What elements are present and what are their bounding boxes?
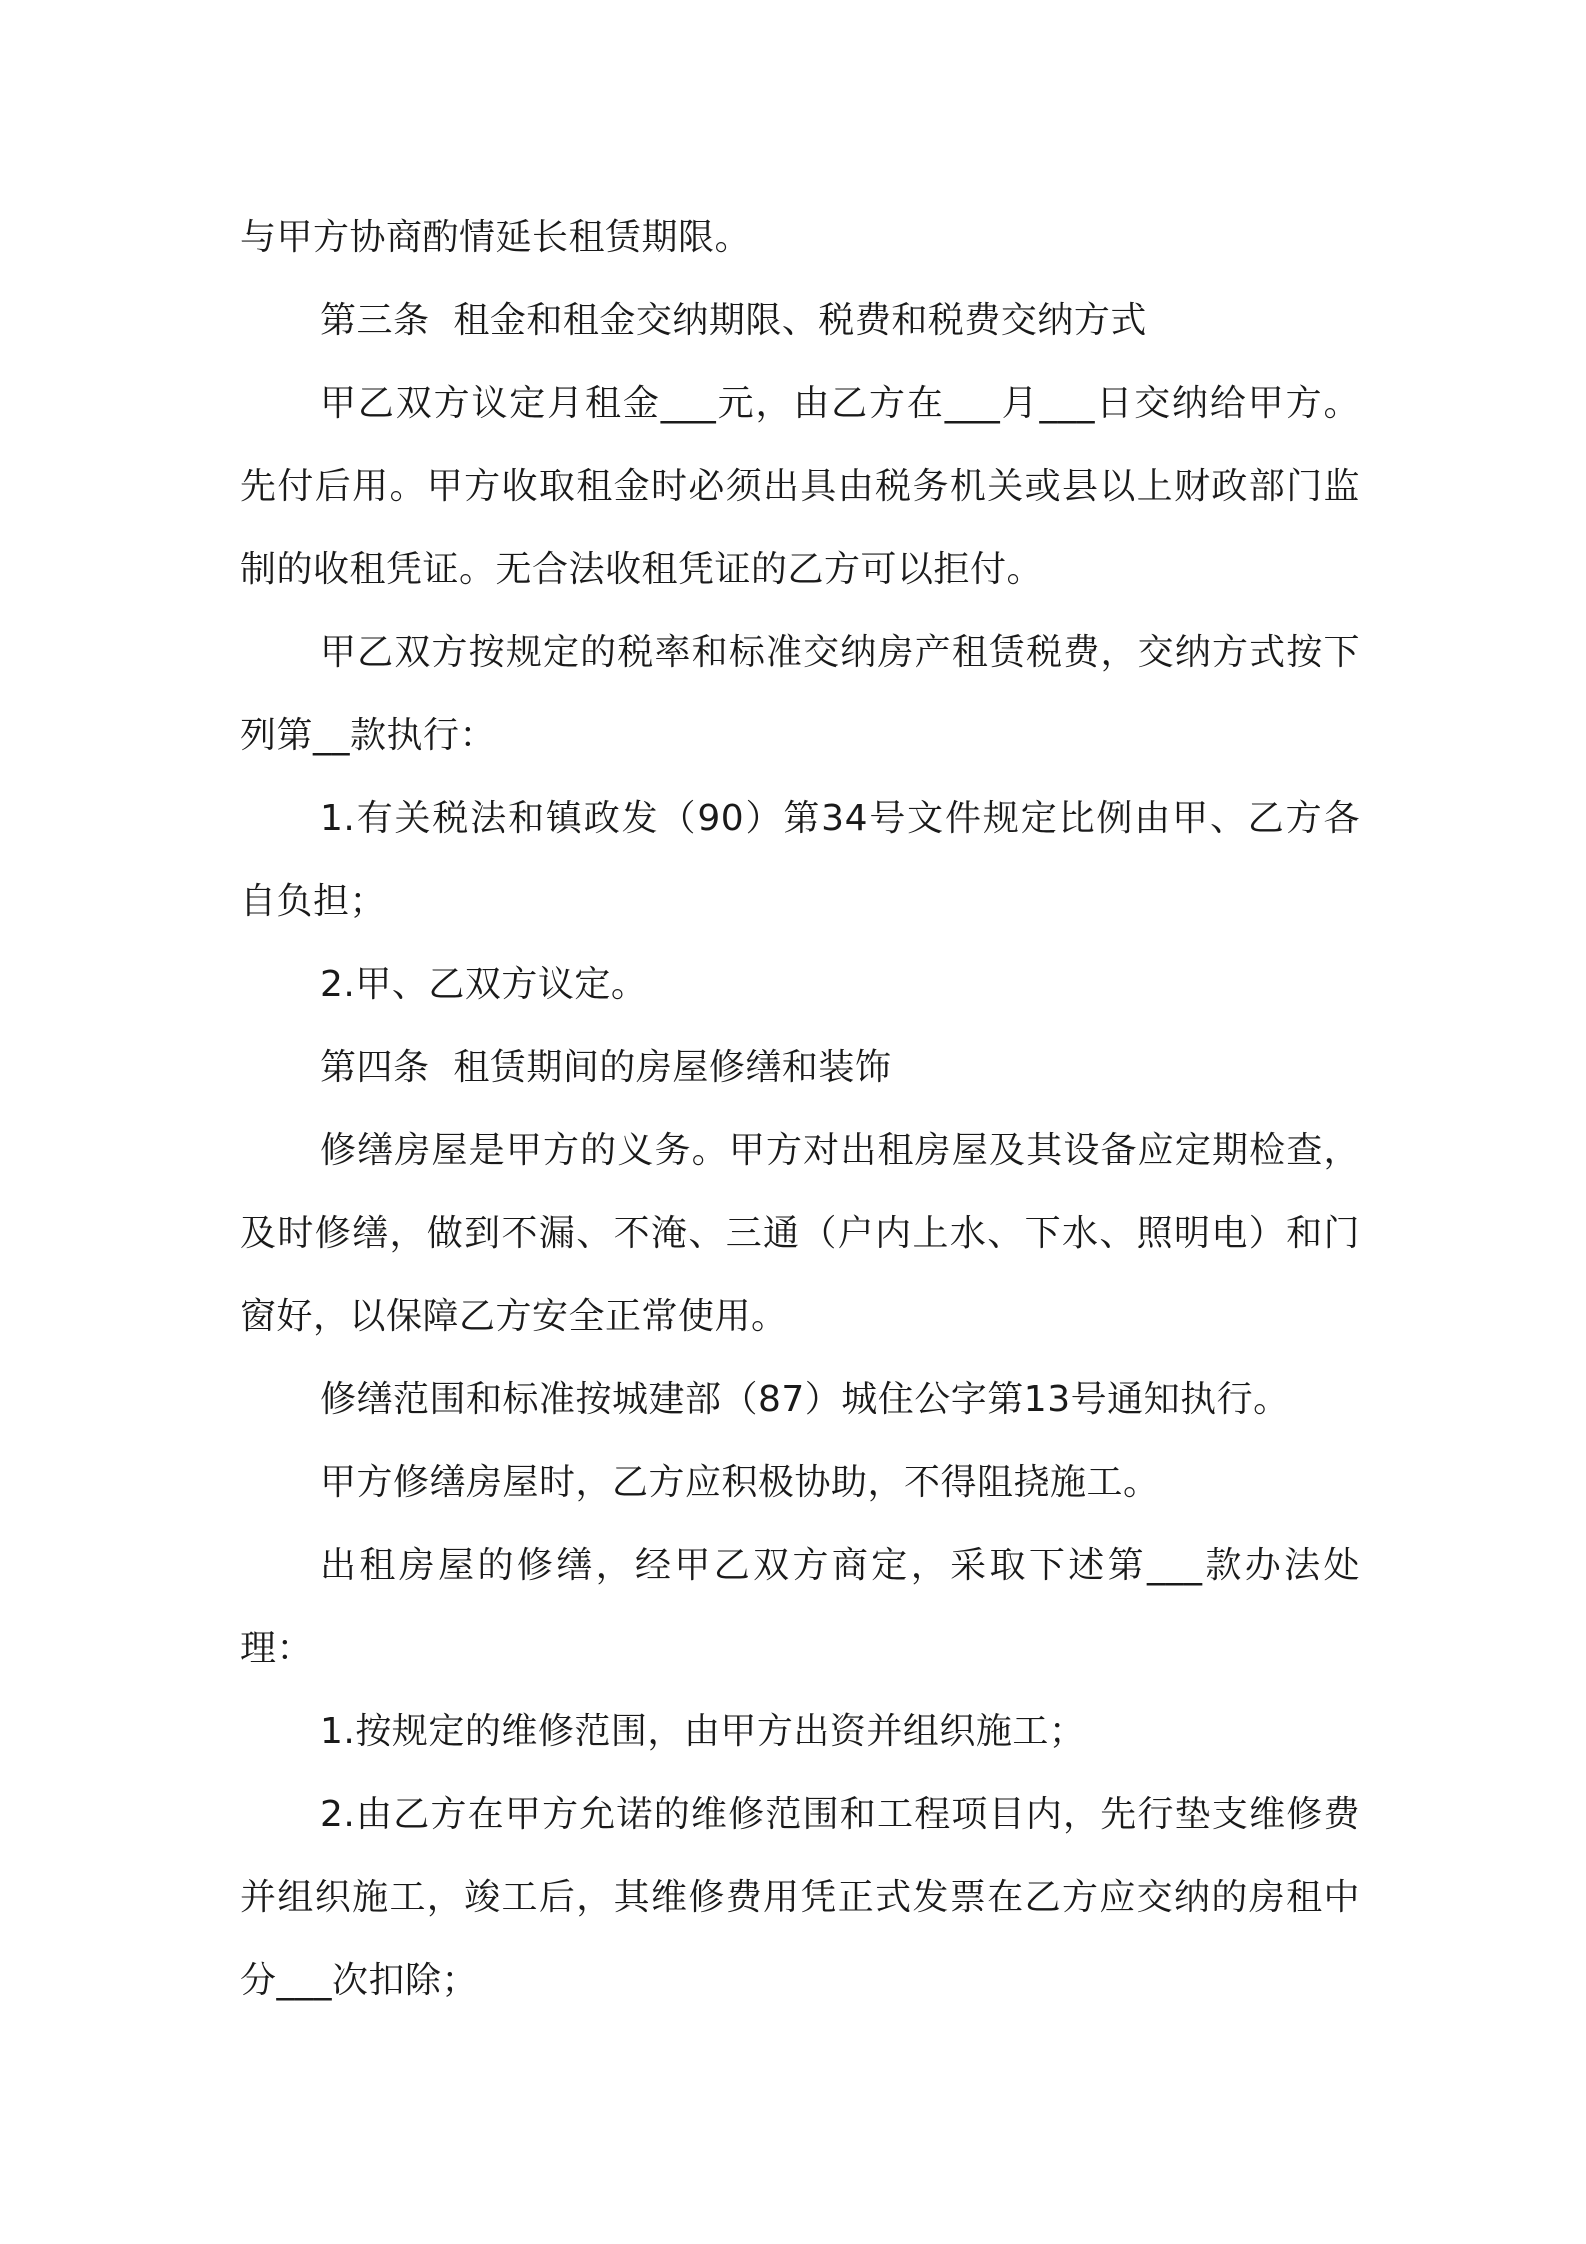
- tax-option-1: 1.有关税法和镇政发（90）第34号文件规定比例由甲、乙方各自负担；: [240, 798, 1360, 922]
- document-body: [240, 196, 1360, 2022]
- repair-assist-paragraph: 甲方修缮房屋时，乙方应积极协助，不得阻挠施工。: [320, 1462, 1160, 1503]
- repair-duty-paragraph: 修缮房屋是甲方的义务。甲方对出租房屋及其设备应定期检查，及时修缮，做到不漏、不淹、三通（户内上水、下水、照明电）和门窗好，以保障乙方安全正常使用。: [240, 1130, 1360, 1337]
- repair-scope-paragraph: 修缮范围和标准按城建部（87）城住公字第13号通知执行。: [320, 1379, 1290, 1420]
- repair-method-paragraph: 出租房屋的修缮，经甲乙双方商定，采取下述第___款办法处理：: [240, 1545, 1360, 1669]
- tax-payment-paragraph: 甲乙双方按规定的税率和标准交纳房产租赁税费，交纳方式按下列第__款执行：: [240, 632, 1360, 756]
- article-3-heading: 第三条 租金和租金交纳期限、税费和税费交纳方式: [320, 300, 1147, 341]
- repair-option-1: 1.按规定的维修范围，由甲方出资并组织施工；: [320, 1711, 1086, 1752]
- article-4-heading: 第四条 租赁期间的房屋修缮和装饰: [320, 1047, 892, 1088]
- rent-amount-paragraph: 甲乙双方议定月租金___元，由乙方在___月___日交纳给甲方。先付后用。甲方收取租金时必须出具由税务机关或县以上财政部门监制的收租凭证。无合法收租凭证的乙方可以拒付。: [240, 383, 1360, 590]
- repair-option-2: 2.由乙方在甲方允诺的维修范围和工程项目内，先行垫支维修费并组织施工，竣工后，其维修费用凭正式发票在乙方应交纳的房租中分___次扣除；: [240, 1794, 1360, 2001]
- paragraph-continuation: 与甲方协商酌情延长租赁期限。: [240, 217, 752, 258]
- tax-option-2: 2.甲、乙双方议定。: [320, 964, 648, 1005]
